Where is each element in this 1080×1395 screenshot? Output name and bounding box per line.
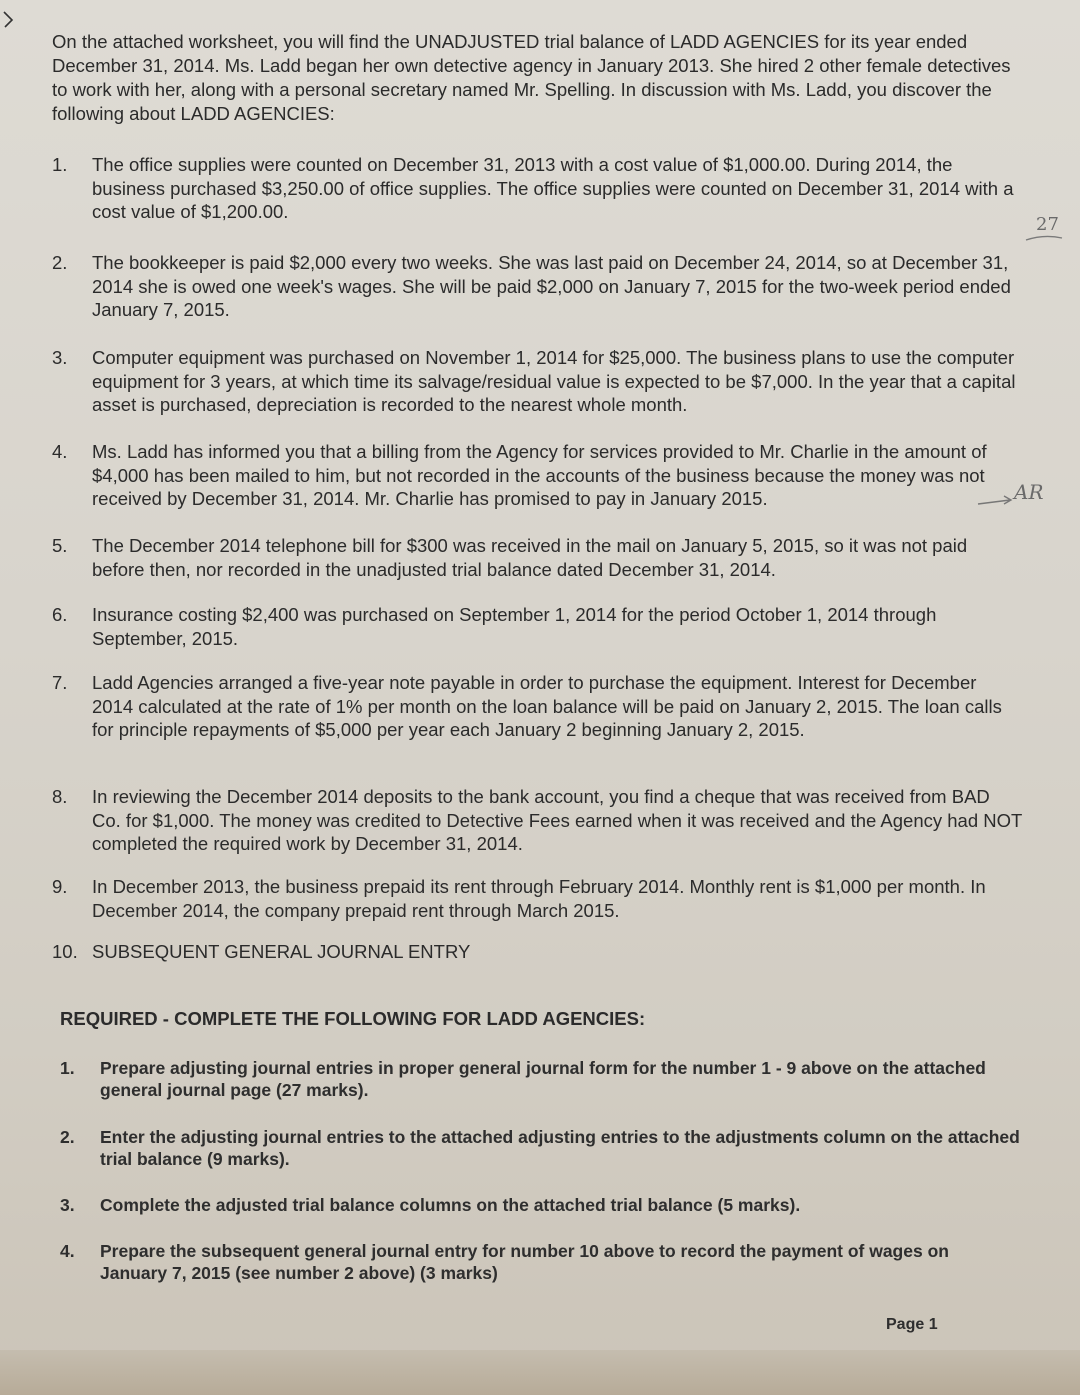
page-bottom-edge xyxy=(0,1350,1080,1395)
handwritten-ar: AR xyxy=(1014,480,1044,504)
handwritten-27: 27 xyxy=(1036,214,1059,235)
handwritten-arrow xyxy=(976,490,1016,510)
required-heading: REQUIRED - COMPLETE THE FOLLOWING FOR LADD AGENCIES: xyxy=(60,1008,646,1029)
intro-paragraph: On the attached worksheet, you will find the UNADJUSTED trial balance of LADD AGENCIES for its year ended December 31, 2014. Ms. Ladd began her own detective agency in January 2013. She hired 2 other female detectives to work with her, along with a personal secretary named Mr. Spelling. In discussion with Ms. Ladd, you discover the following about LADD AGENCIES: xyxy=(52,31,1011,124)
handwritten-underline xyxy=(1024,232,1064,246)
corner-mark xyxy=(2,10,16,30)
document-page: On the attached worksheet, you will find the UNADJUSTED trial balance of LADD AGENCIES for its year ended December 31, 2014. Ms. Ladd began her own detective agency in January 2013. She hired 2 other female detectives to work with her, along with a personal secretary named Mr. Spelling. In discussion with Ms. Ladd, you discover the following about LADD AGENCIES: 1. The office supplies were counted on December 31, 2013 with a cost value of $1,000.00. During 2014, the business purchased $3,250.00 of office supplies. The office supplies were counted on December 31, 2014 with a cost value of $1,200.00. 2. The bookkeeper is paid $2,000 every two weeks. She was last paid on December 24, 2014, so at December 31, 2014 she is owed one week's wages. She will be paid $2,000 on January 7, 2015 for the two-week period ended January 7, 2015. 3. Computer equipment was purchased on November 1, 2014 for $25,000. The business plans to use the computer equipment for 3 years, at which time its salvage/residual value is expected to be $7,000. In the year that a capital asset is purchased, depreciation is recorded to the nearest whole month. 4. Ms. Ladd has informed you that a billing from the Agency for services provided to Mr. Charlie in the amount of $4,000 has been mailed to him, but not recorded in the accounts of the business because the money was not received by December 31, 2014. Mr. Charlie has promised to pay in January 2015. 5. The December 2014 telephone bill for $300 was received in the mail on January 5, 2015, so it was not paid before then, nor recorded in the unadjusted trial balance dated December 31, 2014. 6. Insurance costing $2,400 was purchased on September 1, 2014 for the period October 1, 2014 through September, 2015. 7. Ladd Agencies arranged a five-year note payable in order to purchase the equipment. Interest for December 2014 calculated at the rate of 1% per month on the loan balance will be paid on January 2, 2015. The loan calls for principle repayments of $5,000 per year each January 2 beginning January 2, 2015. 8. In reviewing the December 2014 deposits to the bank account, you find a cheque that was received from BAD Co. for $1,000. The money was credited to Detective Fees earned when it was received and the Agency had NOT completed the required work by December 31, 2014. 9. In December 2013, the business prepaid its rent through February 2014. Monthly rent is $1,000 per month. In December 2014, the company prepaid rent through March 2015. 10. SUBSEQUENT GENERAL JOURNAL ENTRY REQUIRED - COMPLETE THE FOLLOWING FOR LADD AGENCIES: 1. Prepare adjusting journal entries in proper general journal form for the number 1 - 9 above on the attached general journal page (27 marks). 2. Enter the adjusting journal entries to the attached adjusting entries to the adjustments column on the attached trial balance (9 marks). 3. Complete the adjusted trial balance columns on the attached trial balance (5 marks). 4. Prepare the subsequent general journal entry for number 10 above to record the payment of wages on January 7, 2015 (see number 2 above) (3 marks) 27 AR Page 1 xyxy=(0,0,1080,1395)
page-number: Page 1 xyxy=(886,1316,938,1333)
